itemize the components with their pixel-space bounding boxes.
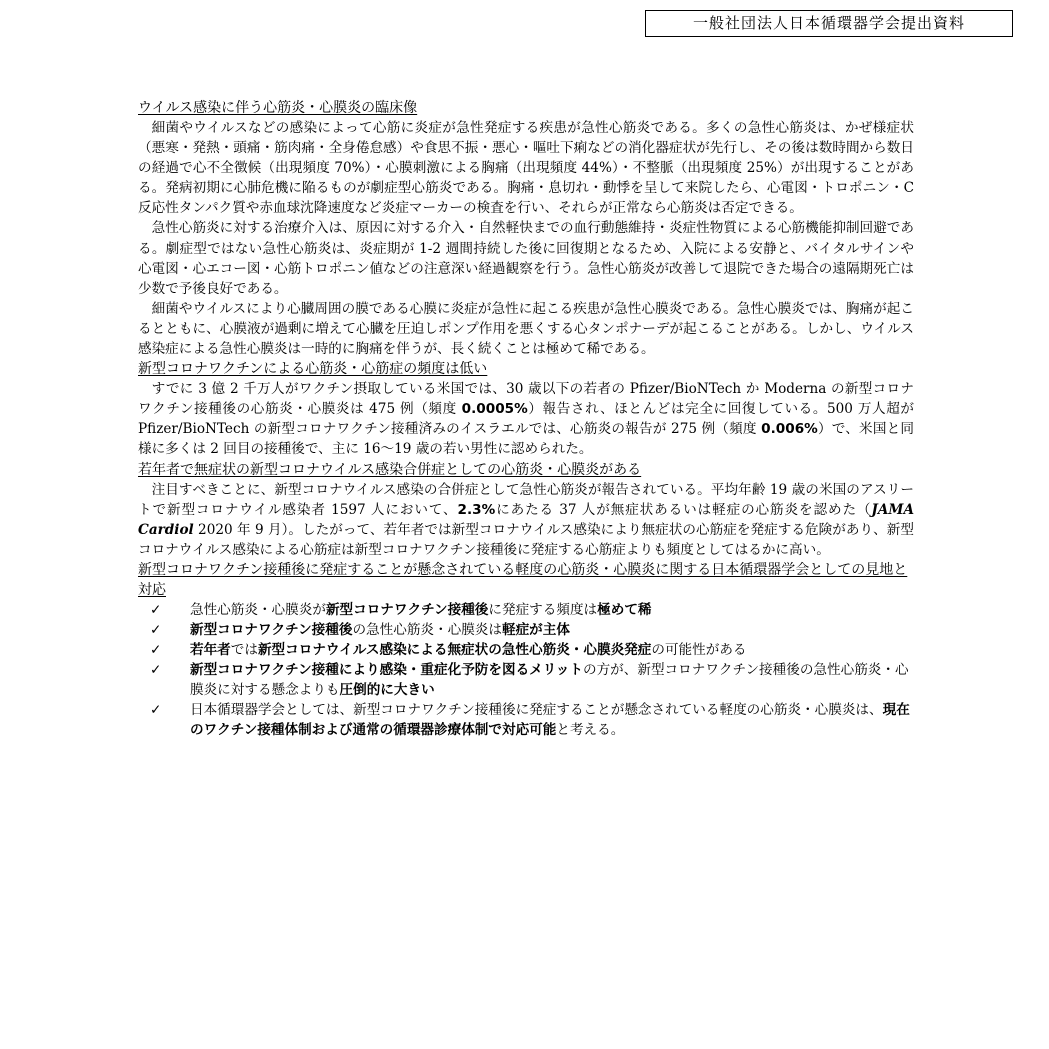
paragraph (138, 118, 914, 218)
checklist-text (190, 602, 652, 618)
text-run: 注目すべきことに、新型コロナウイルス感染の合併症として急性心筋炎が報告されている。平均年齢 19 歳の米国のアスリートで新型コロナウイル感染者 1597 人において、 (138, 481, 914, 518)
text-run: 細菌やウイルスにより心臓周囲の膜である心膜に炎症が急性に起こる疾患が急性心膜炎である。急性心膜炎では、胸痛が起こるとともに、心膜液が過剰に増えて心臓を圧迫しポンプ作用を悪くする心タンポナーデが起こることがある。しかし、ウイルス感染症による急性心膜炎は一時的に胸痛を伴うが、長く続くことは極めて稀である。 (138, 300, 914, 358)
section-heading: 新型コロナワクチンによる心筋炎・心筋症の頻度は低い (138, 361, 488, 378)
text-run: 細菌やウイルスなどの感染によって心筋に炎症が急性発症する疾患が急性心筋炎である。多くの急性心筋炎は、かぜ様症状（悪寒・発熱・頭痛・筋肉痛・全身倦怠感）や食思不振・悪心・嘔吐下痢などの消化器症状が先行し、その後は数時間から数日の経過で心不全徴候（出現頻度 70%）・心膜刺激による胸痛（出現頻度 44%）・不整脈（出現頻度 25%）が出現することがある。発病初期に心肺危機に陥るものが劇症型心筋炎である。胸痛・息切れ・動悸を呈して来院したら、心電図・トロポニン・C 反応性タンパク質や赤血球沈降速度など炎症マーカーの検査を行い、それらが正常なら心筋炎は否定できる。 (138, 120, 914, 217)
text-run: と考える。 (556, 722, 625, 739)
text-run: の方が、新型コロナワクチン接種後の急性心筋炎・心膜炎に対する懸念よりも (190, 662, 909, 699)
paragraph (138, 379, 914, 459)
section-heading: 若年者で無症状の新型コロナウイルス感染合併症としての心筋炎・心膜炎がある (138, 461, 642, 478)
bold-text: 0.006% (761, 421, 818, 438)
check-icon: ✓ (150, 662, 162, 679)
position-checklist (138, 600, 914, 741)
section-clinical-picture (138, 98, 914, 359)
text-run: 日本循環器学会としては、新型コロナワクチン接種後に発症することが懸念されている軽度の心筋炎・心膜炎は、 (190, 702, 883, 719)
text-run: 2020 年 9 月）。したがって、若年者では新型コロナウイルス感染により無症状の心筋症を発症する危険があり、新型コロナウイルス感染による心筋症は新型コロナワクチン接種後に発症する心筋症よりも頻度としてはるかに高い。 (138, 521, 914, 558)
bold-text: 新型コロナウイルス感染による無症状の急性心筋炎・心膜炎発症 (257, 642, 652, 659)
checklist-text (190, 662, 909, 698)
text-run: ）で、米国と同様に多くは 2 回目の接種後で、主に 16〜19 歳の若い男性に認められた。 (138, 421, 914, 458)
text-run: にあたる 37 人が無症状あるいは軽症の心筋炎を認めた（ (495, 501, 872, 518)
text-run: では (230, 642, 258, 659)
checklist-item (138, 620, 914, 640)
section-vaccine-frequency (138, 359, 914, 459)
document-header-label: 一般社団法人日本循環器学会提出資料 (645, 10, 1013, 37)
checklist-text (190, 642, 747, 658)
bold-text: 新型コロナワクチン接種により感染・重症化予防を図るメリット (190, 662, 583, 679)
bold-text: 軽症が主体 (501, 621, 570, 638)
bold-text: 新型コロナワクチン接種後 (325, 601, 489, 618)
check-icon: ✓ (150, 702, 162, 719)
text-run: 急性心筋炎に対する治療介入は、原因に対する介入・自然軽快までの血行動態維持・炎症性物質による心筋機能抑制回避である。劇症型ではない急性心筋炎は、炎症期が 1-2 週間持続した後に回復期となるため、入院による安静と、バイタルサインや心電図・心エコー図・心筋トロポニン値などの注意深い経過観察を行う。急性心筋炎が改善して退院できた場合の遠隔期死亡は少数で予後良好である。 (138, 220, 914, 297)
text-run: の可能性がある (651, 642, 747, 659)
text-run: 急性心筋炎・心膜炎が (190, 601, 326, 618)
paragraph (138, 480, 914, 560)
section-society-position (138, 560, 914, 741)
bold-text: 極めて稀 (597, 601, 652, 618)
checklist-item (138, 700, 914, 740)
journal-citation: JAMA Cardiol (138, 501, 914, 538)
checklist-item (138, 640, 914, 660)
text-run: ）報告され、ほとんどは完全に回復している。500 万人超が Pfizer/BioNTech の新型コロナワクチン接種済みのイスラエルでは、心筋炎の報告が 275 例（頻度 (138, 401, 914, 438)
checklist-item (138, 660, 914, 700)
checklist-text (190, 702, 910, 738)
checklist-text (190, 622, 570, 638)
bold-text: 圧倒的に大きい (339, 682, 435, 699)
text-run: すでに 3 億 2 千万人がワクチン摂取している米国では、30 歳以下の若者の Pfizer/BioNTech か Moderna の新型コロナワクチン接種後の心筋炎・心膜炎は 475 例（頻度 (138, 381, 914, 418)
section-heading: ウイルス感染に伴う心筋炎・心膜炎の臨床像 (138, 100, 418, 116)
bold-text: 現在のワクチン接種体制および通常の循環器診療体制で対応可能 (190, 702, 910, 739)
text-run: の急性心筋炎・心膜炎は (352, 621, 502, 638)
document-body (138, 98, 914, 741)
text-run: に発症する頻度は (488, 601, 598, 618)
bold-text: 2.3% (457, 501, 496, 518)
bold-text: 若年者 (190, 642, 231, 659)
bold-text: 新型コロナワクチン接種後 (190, 621, 353, 638)
check-icon: ✓ (150, 642, 162, 659)
paragraph (138, 218, 914, 298)
bold-text: 0.0005% (461, 401, 528, 418)
position-heading: 新型コロナワクチン接種後に発症することが懸念されている軽度の心筋炎・心膜炎に関する日本循環器学会としての見地と対応 (138, 561, 908, 598)
section-infection-complication (138, 460, 914, 560)
checklist-item (138, 600, 914, 620)
check-icon: ✓ (150, 601, 162, 618)
check-icon: ✓ (150, 621, 162, 638)
paragraph (138, 299, 914, 359)
